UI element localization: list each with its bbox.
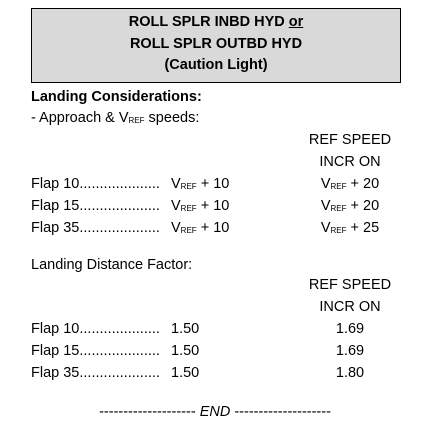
distance-factor-value: 1.50 [171,365,200,381]
distance-ref-value: 1.69 [335,321,365,337]
landing-considerations-title: Landing Considerations: [31,89,202,105]
subtitle-prefix: - Approach & V [31,110,129,126]
ref-speed-value: $V_{REF} + 25$ [320,220,380,236]
landing-distance-factor-title: Landing Distance Factor: [31,257,193,273]
approach-speed: $V_{REF} + 10$ [171,198,230,214]
approach-speed: $V_{REF} + 10$ [171,220,230,236]
approach-row [31,217,401,239]
header-line-3: (Caution Light) [164,57,268,73]
approach-speed: $V_{REF} + 10$ [171,176,230,192]
flap-label: Flap 10.................... [31,321,160,337]
distance-ref-speed-column-header: REF SPEED INCR ON [308,277,392,315]
distance-factor-value: 1.50 [171,343,200,359]
distance-row [31,362,401,384]
caution-header-box [31,8,401,83]
distance-row [31,340,401,362]
header-line-1 [32,12,400,34]
approach-row [31,173,401,195]
ref-speed-column-header: REF SPEED INCR ON [308,132,392,170]
distance-ref-value: 1.69 [335,343,365,359]
header-line-1-text: ROLL SPLR INBD HYD [128,14,289,30]
distance-ref-value: 1.80 [335,365,365,381]
flap-label: Flap 35.................... [31,220,160,236]
ref-speed-value: $V_{REF} + 20$ [320,176,380,192]
approach-speeds-subtitle [31,108,199,131]
header-line-2: ROLL SPLR OUTBD HYD [129,35,303,52]
distance-row [31,318,401,340]
flap-label: Flap 10.................... [31,176,160,192]
distance-factor-value: 1.50 [171,321,200,337]
header-or-text: or [288,14,304,30]
end-label: END [199,404,231,420]
subtitle-suffix: speeds: [144,110,200,126]
flap-label: Flap 35.................... [31,365,160,381]
subtitle-sub: REF [128,116,145,125]
end-marker: -------------------- END -------------------- [99,404,331,420]
approach-row [31,195,401,217]
flap-label: Flap 15.................... [31,343,160,359]
ref-speed-value: $V_{REF} + 20$ [320,198,380,214]
flap-label: Flap 15.................... [31,198,160,214]
